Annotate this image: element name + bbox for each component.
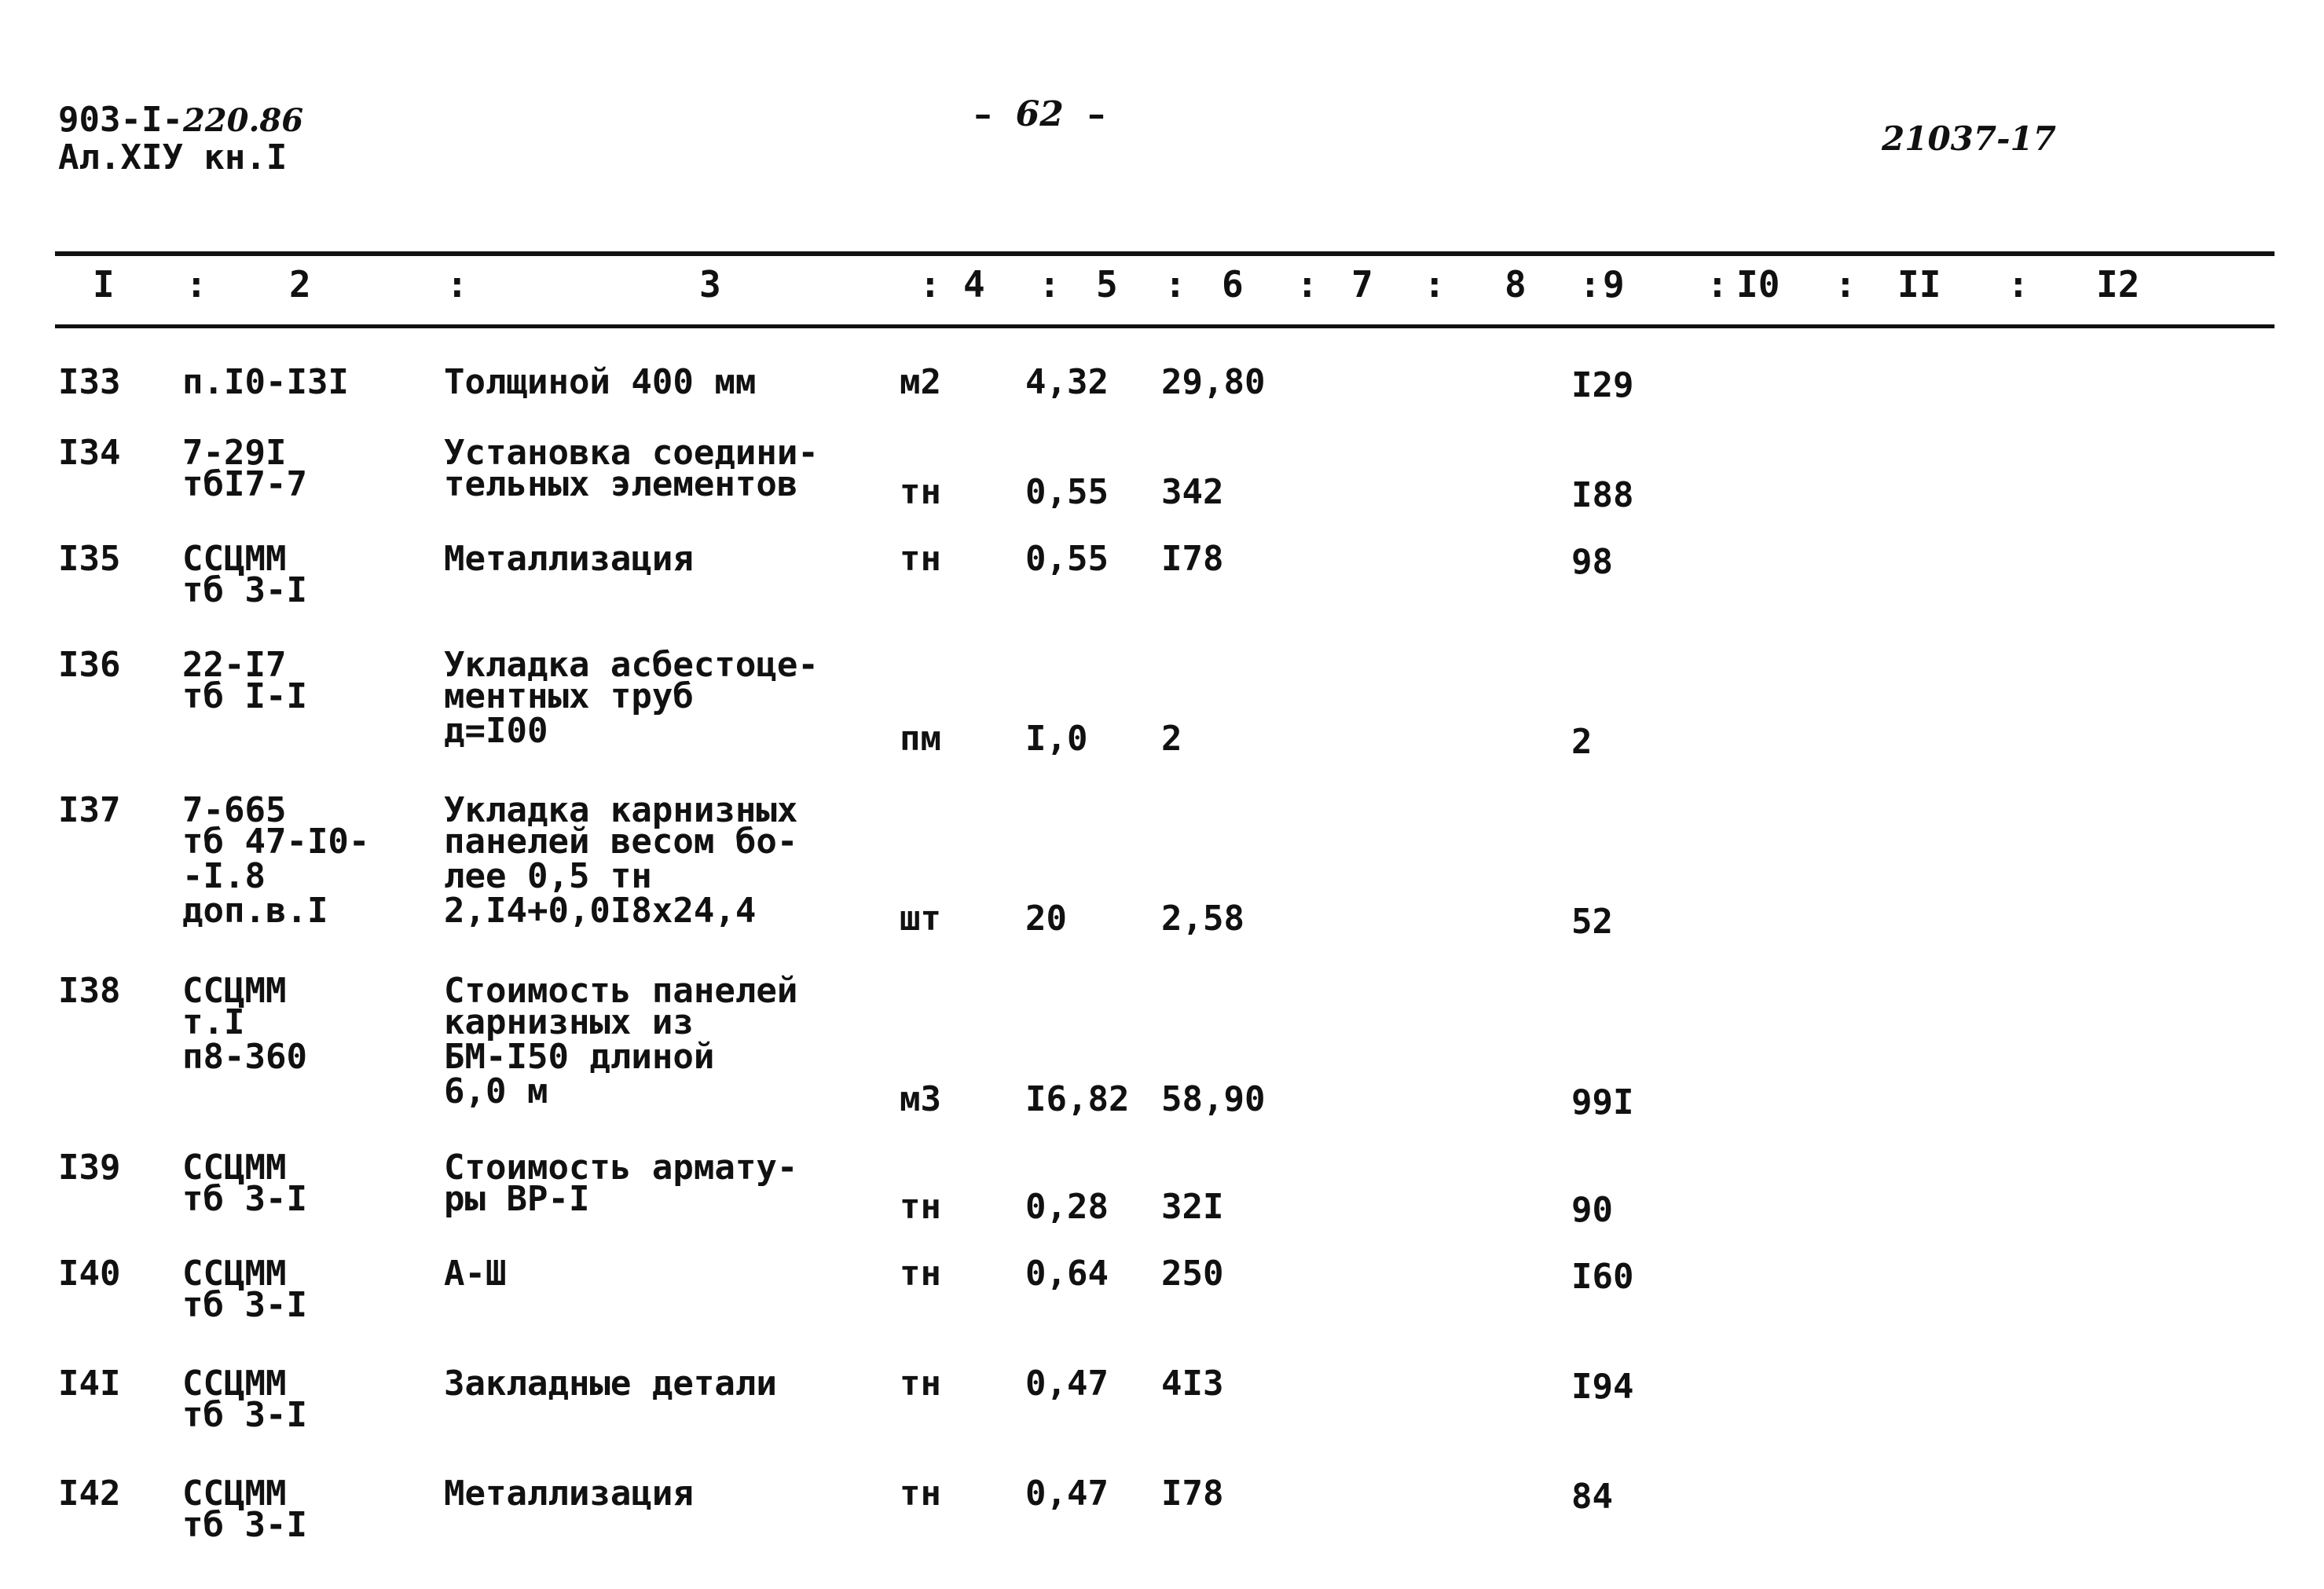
unit-price-cell: 4I3	[1161, 1364, 1224, 1404]
column-separator: :	[919, 263, 941, 306]
column-separator: :	[1164, 263, 1186, 306]
registration-number: 21037-17	[1882, 119, 2056, 158]
norm-reference-line: тб 47-I0-	[182, 822, 370, 862]
total-cost-cell: I88	[1571, 475, 1634, 515]
column-separator: :	[1706, 263, 1728, 306]
column-header-3: 3	[699, 263, 721, 306]
header-top-rule	[55, 251, 2275, 256]
column-header-12: I2	[2096, 263, 2140, 306]
work-description-line: Установка соедини-	[444, 433, 819, 473]
quantity-cell: 0,55	[1025, 472, 1109, 512]
work-description-line: А-Ш	[444, 1254, 507, 1294]
unit-cell: тн	[900, 539, 941, 579]
column-header-1: I	[93, 263, 115, 306]
unit-cell: тн	[900, 472, 941, 512]
row-number: I36	[58, 645, 121, 685]
work-description-line: Металлизация	[444, 539, 694, 579]
total-cost-cell: I29	[1571, 365, 1634, 405]
document-code-printed: 903-I-	[58, 100, 183, 140]
norm-reference-line: тб 3-I	[182, 1285, 307, 1325]
total-cost-cell: 2	[1571, 722, 1593, 762]
quantity-cell: I6,82	[1025, 1079, 1130, 1119]
document-code	[58, 102, 303, 139]
quantity-cell: 0,47	[1025, 1474, 1109, 1514]
unit-cell: м3	[900, 1079, 941, 1119]
unit-price-cell: 58,90	[1161, 1079, 1266, 1119]
row-number: I34	[58, 433, 121, 473]
row-number: I38	[58, 971, 121, 1011]
norm-reference-line: ССЦММ	[182, 1254, 287, 1294]
unit-price-cell: 250	[1161, 1254, 1224, 1294]
work-description-line: Закладные детали	[444, 1364, 777, 1404]
quantity-cell: I,0	[1025, 719, 1088, 759]
work-description-line: ры ВР-I	[444, 1179, 590, 1219]
row-number: I40	[58, 1254, 121, 1294]
work-description-line: лее 0,5 тн	[444, 856, 652, 896]
unit-price-cell: 2	[1161, 719, 1182, 759]
column-header-5: 5	[1096, 263, 1118, 306]
work-description-line: Металлизация	[444, 1474, 694, 1514]
norm-reference-line: п8-360	[182, 1037, 307, 1077]
work-description-line: Толщиной 400 мм	[444, 362, 757, 402]
column-header-2: 2	[289, 263, 311, 306]
column-separator: :	[1579, 263, 1601, 306]
column-separator: :	[1296, 263, 1318, 306]
quantity-cell: 0,47	[1025, 1364, 1109, 1404]
column-header-10: I0	[1736, 263, 1780, 306]
column-header-4: 4	[963, 263, 985, 306]
work-description-line: д=I00	[444, 711, 548, 751]
column-separator: :	[1424, 263, 1446, 306]
work-description-line: Укладка асбестоце-	[444, 645, 819, 685]
norm-reference-line: тб I-I	[182, 676, 307, 716]
total-cost-cell: 90	[1571, 1190, 1613, 1230]
total-cost-cell: I60	[1571, 1257, 1634, 1297]
norm-reference-line: п.I0-I3I	[182, 362, 349, 402]
unit-price-cell: I78	[1161, 539, 1224, 579]
work-description-line: ментных труб	[444, 676, 694, 716]
unit-price-cell: 2,58	[1161, 899, 1244, 939]
norm-reference-line: т.I	[182, 1002, 245, 1042]
quantity-cell: 0,64	[1025, 1254, 1109, 1294]
norm-reference-line: ССЦММ	[182, 1364, 287, 1404]
work-description-line: карнизных из	[444, 1002, 694, 1042]
header-bottom-rule	[55, 324, 2275, 328]
album-label: Ал.XIУ кн.I	[58, 137, 288, 178]
work-description-line: Стоимость армату-	[444, 1148, 798, 1188]
work-description-line: 6,0 м	[444, 1071, 548, 1111]
quantity-cell: 20	[1025, 899, 1067, 939]
total-cost-cell: 84	[1571, 1477, 1613, 1517]
column-header-11: II	[1897, 263, 1941, 306]
column-header-8: 8	[1505, 263, 1527, 306]
work-description-line: Укладка карнизных	[444, 790, 798, 830]
unit-cell: тн	[900, 1187, 941, 1227]
norm-reference-line: ССЦММ	[182, 539, 287, 579]
quantity-cell: 4,32	[1025, 362, 1109, 402]
unit-cell: тн	[900, 1474, 941, 1514]
norm-reference-line: тбI7-7	[182, 464, 307, 504]
work-description-line: Стоимость панелей	[444, 971, 798, 1011]
page-number: – 62 –	[974, 94, 1105, 134]
column-separator: :	[1835, 263, 1857, 306]
column-separator: :	[185, 263, 207, 306]
norm-reference-line: 22-I7	[182, 645, 287, 685]
norm-reference-line: тб 3-I	[182, 1179, 307, 1219]
total-cost-cell: 98	[1571, 542, 1613, 582]
unit-price-cell: 29,80	[1161, 362, 1266, 402]
norm-reference-line: 7-29I	[182, 433, 287, 473]
unit-cell: пм	[900, 719, 941, 759]
column-separator: :	[1039, 263, 1061, 306]
row-number: I39	[58, 1148, 121, 1188]
row-number: I4I	[58, 1364, 121, 1404]
row-number: I42	[58, 1474, 121, 1514]
norm-reference-line: тб 3-I	[182, 1395, 307, 1435]
unit-price-cell: 342	[1161, 472, 1224, 512]
column-header-7: 7	[1351, 263, 1373, 306]
quantity-cell: 0,28	[1025, 1187, 1109, 1227]
row-number: I37	[58, 790, 121, 830]
total-cost-cell: 99I	[1571, 1082, 1634, 1122]
work-description-line: БМ-I50 длиной	[444, 1037, 715, 1077]
norm-reference-line: ССЦММ	[182, 971, 287, 1011]
quantity-cell: 0,55	[1025, 539, 1109, 579]
total-cost-cell: I94	[1571, 1367, 1634, 1407]
unit-price-cell: 32I	[1161, 1187, 1224, 1227]
column-separator: :	[2007, 263, 2029, 306]
unit-cell: тн	[900, 1364, 941, 1404]
unit-price-cell: I78	[1161, 1474, 1224, 1514]
unit-cell: шт	[900, 899, 941, 939]
norm-reference-line: доп.в.I	[182, 891, 328, 931]
work-description-line: тельных элементов	[444, 464, 798, 504]
column-separator: :	[446, 263, 468, 306]
norm-reference-line: 7-665	[182, 790, 287, 830]
page-number-value: 62	[1015, 94, 1064, 134]
row-number: I35	[58, 539, 121, 579]
work-description-line: панелей весом бо-	[444, 822, 798, 862]
work-description-line: 2,I4+0,0I8х24,4	[444, 891, 757, 931]
norm-reference-line: ССЦММ	[182, 1148, 287, 1188]
norm-reference-line: -I.8	[182, 856, 266, 896]
row-number: I33	[58, 362, 121, 402]
unit-cell: м2	[900, 362, 941, 402]
total-cost-cell: 52	[1571, 902, 1613, 942]
column-header-9: 9	[1603, 263, 1625, 306]
document-code-handwritten: 220.86	[182, 102, 304, 139]
norm-reference-line: тб 3-I	[182, 1505, 307, 1545]
norm-reference-line: ССЦММ	[182, 1474, 287, 1514]
column-header-6: 6	[1222, 263, 1244, 306]
unit-cell: тн	[900, 1254, 941, 1294]
norm-reference-line: тб 3-I	[182, 570, 307, 610]
